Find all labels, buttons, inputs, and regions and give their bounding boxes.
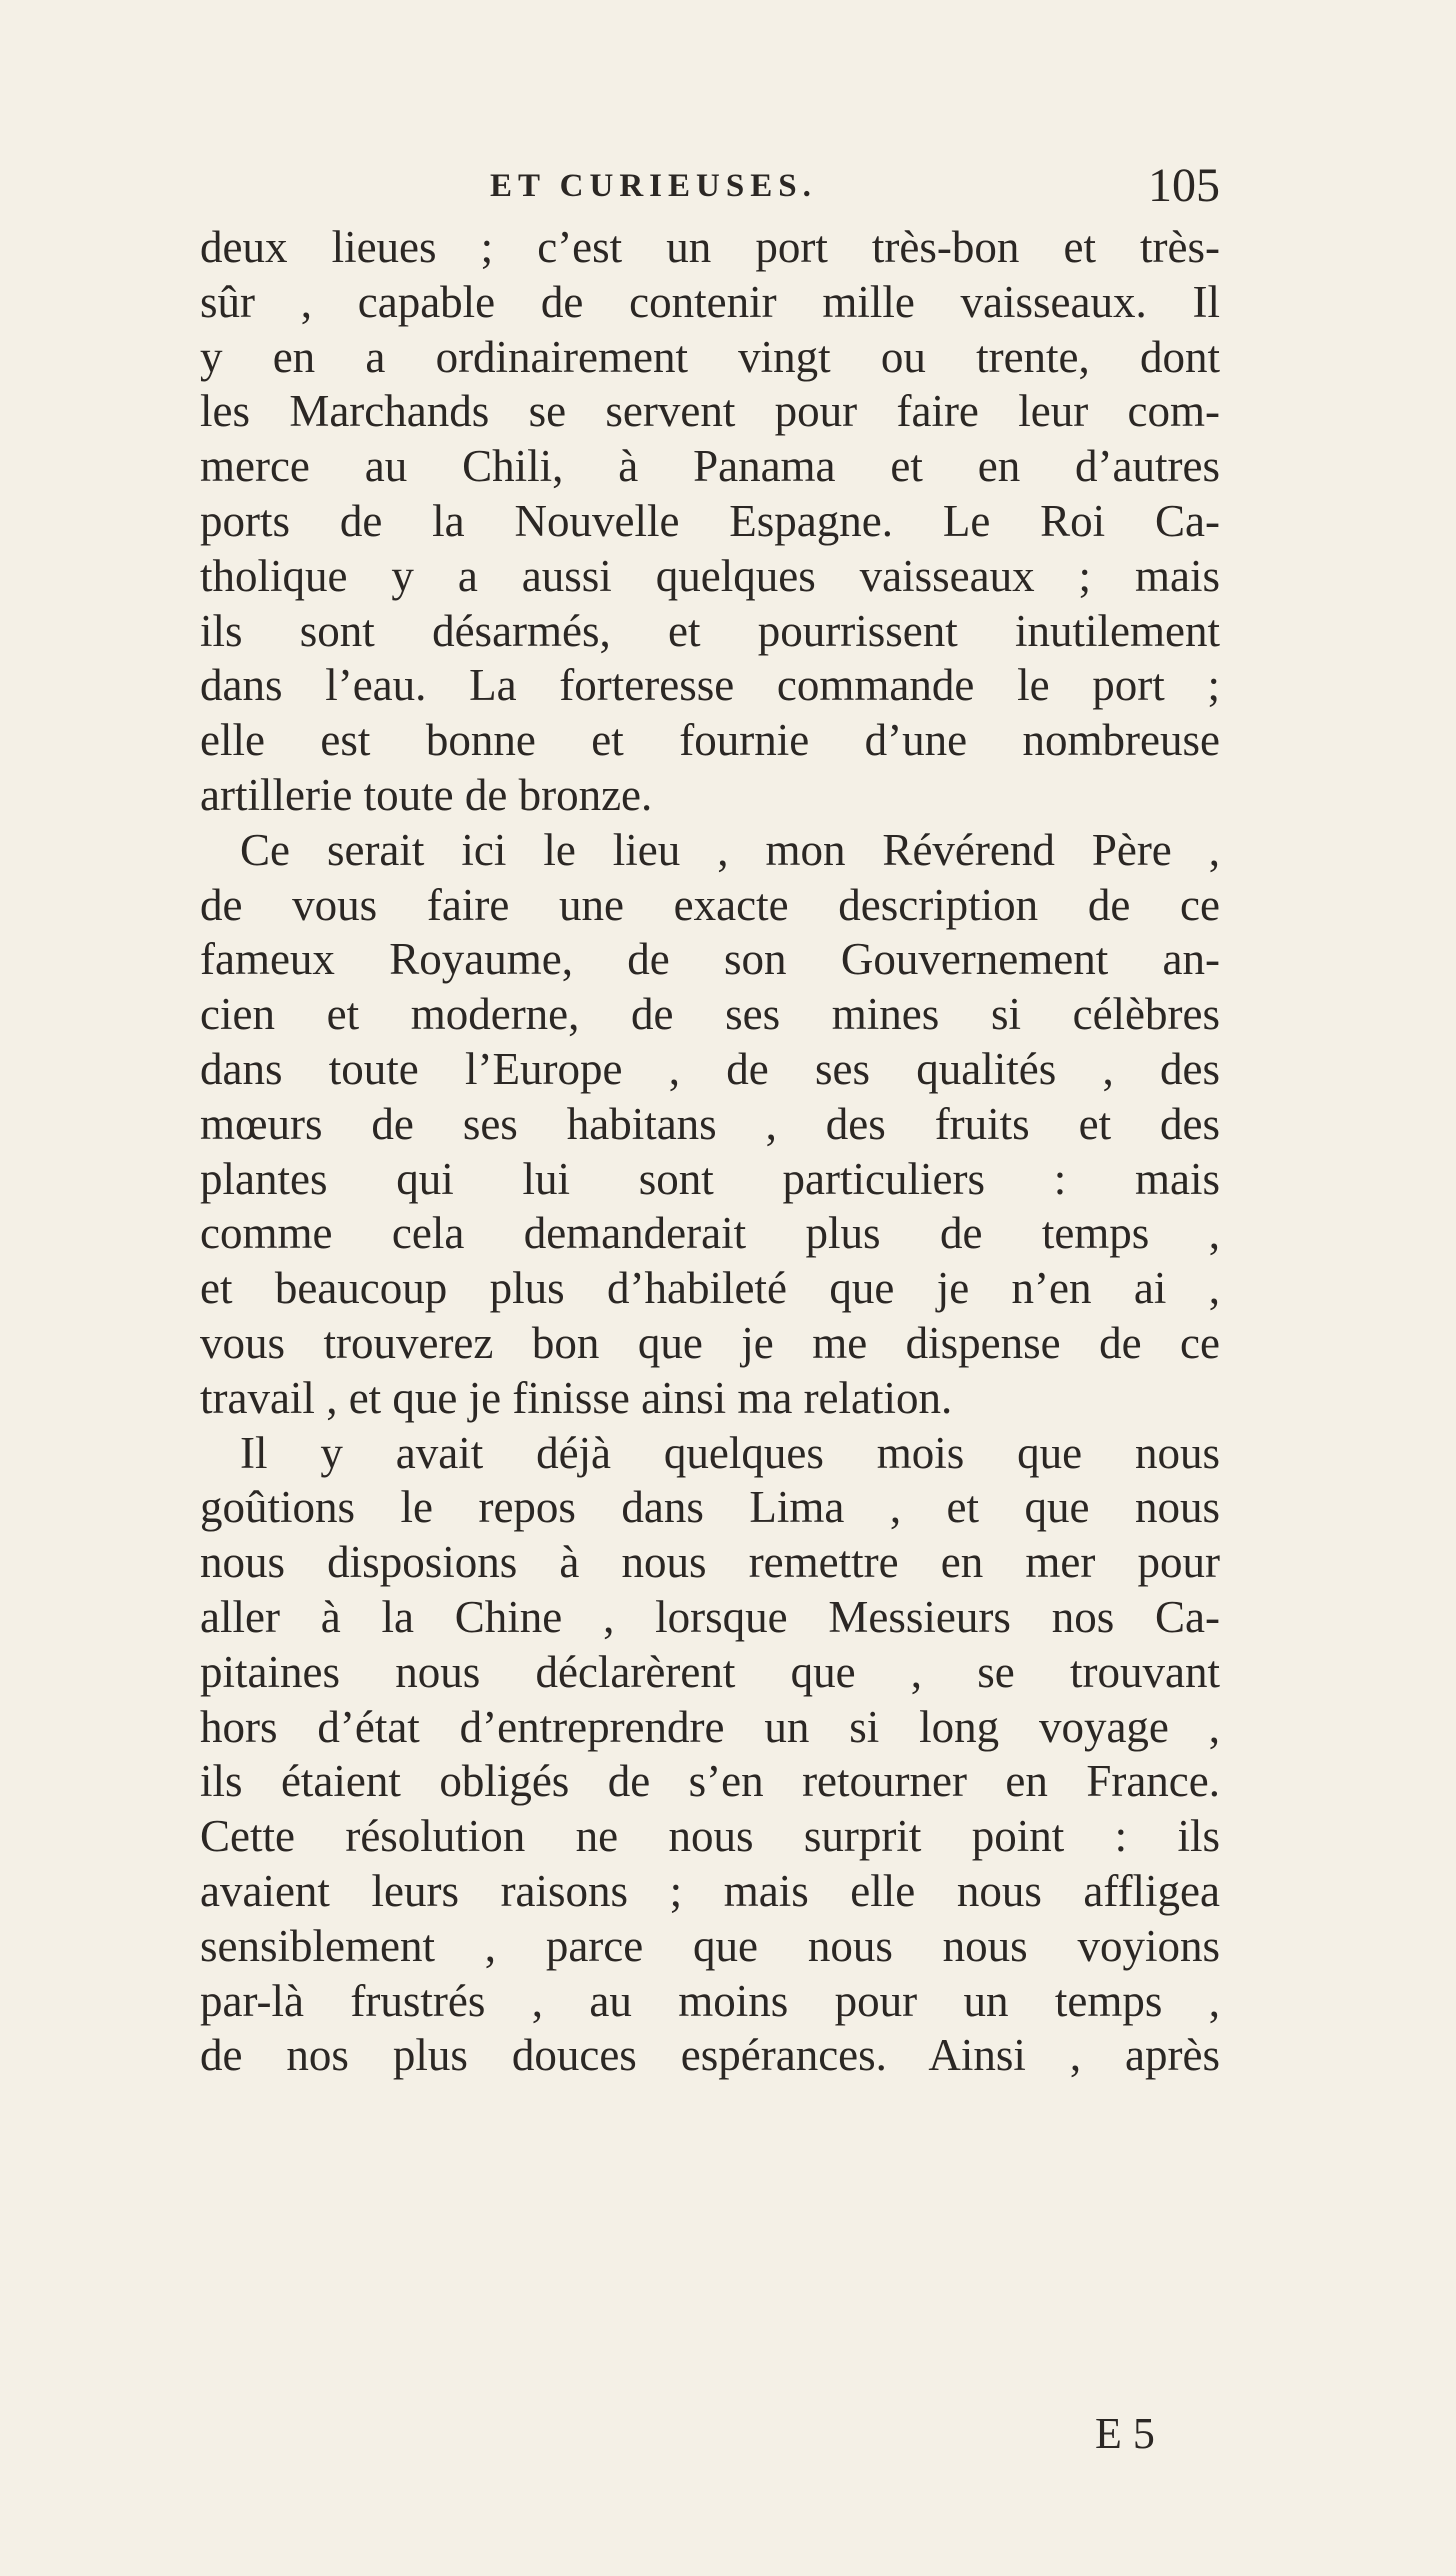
text-line: et beaucoup plus d’habileté que je n’en ai , [200, 1263, 1220, 1314]
text-line: aller à la Chine , lorsque Messieurs nos Ca- [200, 1591, 1220, 1642]
page-number: 105 [1148, 159, 1220, 212]
text-line: ils étaient obligés de s’en retourner en France. [200, 1756, 1220, 1807]
running-head [200, 159, 1220, 218]
text-line: mœurs de ses habitans , des fruits et des [200, 1098, 1220, 1149]
text-line: sensiblement , parce que nous nous voyions [200, 1920, 1220, 1971]
text-line: de vous faire une exacte description de ce [200, 879, 1220, 930]
text-line: fameux Royaume, de son Gouvernement an- [200, 934, 1220, 985]
text-line: de nos plus douces espérances. Ainsi , après [200, 2030, 1220, 2081]
text-line: Il y avait déjà quelques mois que nous [240, 1427, 1220, 1478]
text-line: artillerie toute de bronze. [200, 769, 653, 820]
text-line: comme cela demanderait plus de temps , [200, 1208, 1220, 1259]
text-line: y en a ordinairement vingt ou trente, dont [200, 331, 1220, 382]
text-line: cien et moderne, de ses mines si célèbres [200, 989, 1220, 1040]
text-line: tholique y a aussi quelques vaisseaux ; mais [200, 550, 1220, 601]
text-line: sûr , capable de contenir mille vaisseaux. Il [200, 276, 1220, 327]
text-line: avaient leurs raisons ; mais elle nous affligea [200, 1865, 1220, 1916]
text-line: deux lieues ; c’est un port très-bon et très- [200, 222, 1220, 272]
text-line: plantes qui lui sont particuliers : mais [200, 1153, 1220, 1204]
text-line: dans toute l’Europe , de ses qualités , des [200, 1043, 1220, 1094]
text-line: elle est bonne et fournie d’une nombreuse [200, 715, 1220, 766]
text-line: merce au Chili, à Panama et en d’autres [200, 441, 1220, 492]
text-line: les Marchands se servent pour faire leur com- [200, 386, 1220, 437]
text-line: pitaines nous déclarèrent que , se trouvant [200, 1646, 1220, 1697]
text-line: dans l’eau. La forteresse commande le port ; [200, 660, 1220, 711]
body-text [200, 220, 1220, 2083]
text-line: Ce serait ici le lieu , mon Révérend Père , [240, 824, 1220, 875]
text-line: travail , et que je finisse ainsi ma relation. [200, 1372, 953, 1423]
signature-mark: E 5 [1095, 2409, 1155, 2458]
running-title: ET CURIEUSES. [490, 168, 817, 204]
text-line: goûtions le repos dans Lima , et que nous [200, 1482, 1220, 1533]
text-line: par-là frustrés , au moins pour un temps , [200, 1975, 1220, 2026]
text-line: hors d’état d’entreprendre un si long voyage , [200, 1701, 1220, 1752]
text-line: ports de la Nouvelle Espagne. Le Roi Ca- [200, 495, 1220, 546]
text-line: ils sont désarmés, et pourrissent inutilement [200, 605, 1220, 656]
text-line: nous disposions à nous remettre en mer pour [200, 1537, 1220, 1588]
text-line: vous trouverez bon que je me dispense de ce [200, 1317, 1220, 1368]
text-line: Cette résolution ne nous surprit point : ils [200, 1811, 1220, 1862]
